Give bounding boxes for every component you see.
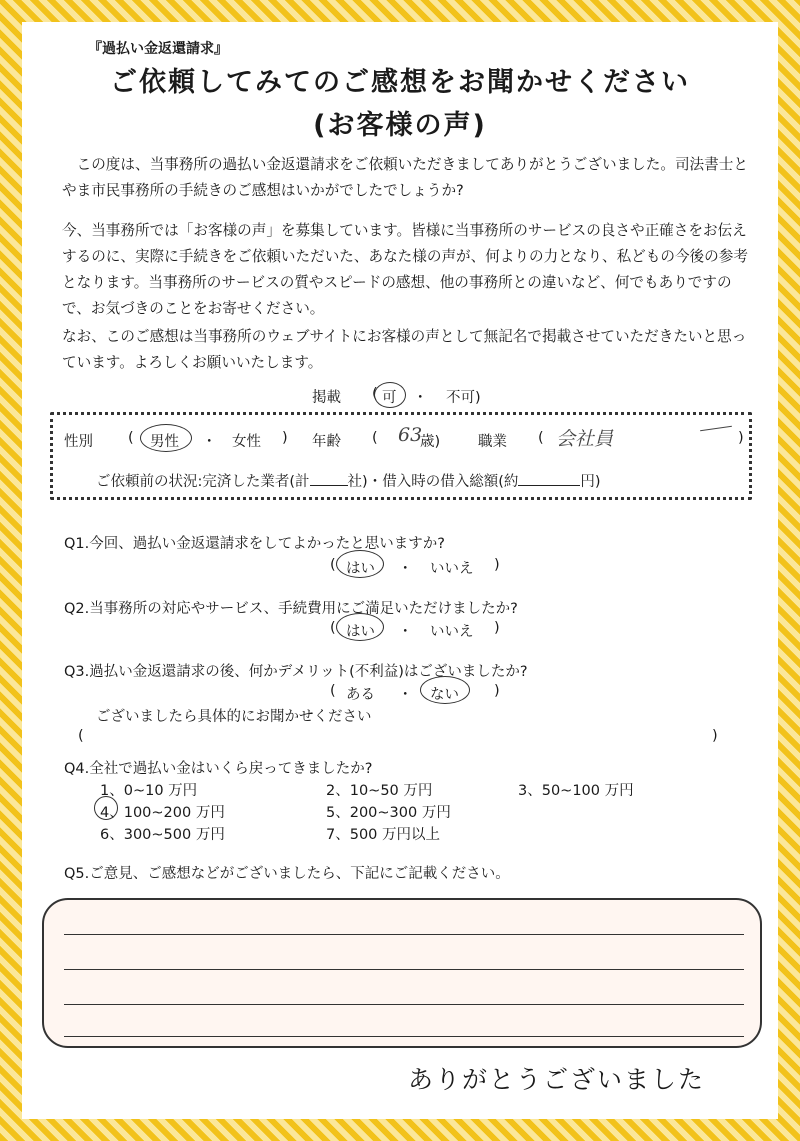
- intro-paragraph-1: この度は、当事務所の過払い金返還請求をご依頼いただきましてありがとうございました。司法書士とやま市民事務所の手続きのご感想はいかがでしたでしょうか?: [62, 156, 748, 199]
- q2-close-paren: ): [494, 620, 500, 636]
- q3-question: Q3.過払い金返還請求の後、何かデメリット(不利益)はございましたか?: [64, 664, 528, 680]
- age-open-paren: (: [372, 430, 378, 446]
- page-title: ご依頼してみてのご感想をお聞かせください: [110, 67, 690, 98]
- gender-label: 性別: [64, 434, 93, 450]
- small-title: 『過払い金返還請求』: [88, 41, 228, 57]
- job-value[interactable]: 会社員: [556, 428, 614, 450]
- comment-line: [64, 969, 744, 970]
- q4-question: Q4.全社で過払い金はいくら戻ってきましたか?: [64, 761, 373, 777]
- q1-close-paren: ): [494, 557, 500, 573]
- q5-question: Q5.ご意見、ご感想などがございましたら、下記にご記載ください。: [64, 866, 510, 882]
- selection-circle: [374, 382, 406, 408]
- status-suffix: 円): [580, 474, 601, 490]
- age-label: 年齢: [312, 434, 341, 450]
- publish-no-option[interactable]: 不可): [446, 390, 481, 406]
- job-close-paren: ): [738, 430, 744, 446]
- status-prefix: ご依頼前の状況:完済した業者(計: [96, 474, 310, 490]
- gender-male-option[interactable]: 男性: [150, 434, 179, 450]
- q3-close-paren: ): [494, 683, 500, 699]
- q4-option-7[interactable]: 7、500 万円以上: [326, 827, 441, 843]
- q3-detail-open-paren: (: [78, 728, 84, 744]
- status-mid: 社)・借入時の借入総額(約: [347, 474, 519, 490]
- selection-circle: [336, 613, 384, 641]
- publish-yes-option[interactable]: 可: [382, 390, 397, 406]
- intro-paragraph-3: なお、このご感想は当事務所のウェブサイトにお客様の声として無記名で掲載させていただきたいと思っています。よろしくお願いいたします。: [62, 328, 747, 371]
- selection-circle: [420, 676, 470, 704]
- q4-option-4[interactable]: 4、100~200 万円: [100, 805, 225, 821]
- publish-separator: ・: [413, 390, 428, 406]
- q1-question: Q1.今回、過払い金返還請求をしてよかったと思いますか?: [64, 536, 445, 552]
- comment-line: [64, 934, 744, 935]
- q4-option-3[interactable]: 3、50~100 万円: [518, 783, 634, 799]
- q1-no-option[interactable]: いいえ: [430, 561, 474, 577]
- publish-label: 掲載: [312, 390, 341, 406]
- gender-open-paren: (: [128, 430, 134, 446]
- q3-no-option[interactable]: ない: [430, 687, 459, 703]
- q1-yes-option[interactable]: はい: [346, 561, 375, 577]
- page-subtitle: (お客様の声): [313, 110, 487, 141]
- selection-circle: [336, 550, 384, 578]
- q3-open-paren: (: [330, 683, 336, 699]
- age-value[interactable]: 63: [398, 424, 423, 446]
- q2-separator: ・: [398, 624, 413, 640]
- thank-you-text: ありがとうございました: [408, 1065, 706, 1094]
- comment-box[interactable]: [42, 898, 762, 1048]
- q3-detail-close-paren: ): [712, 728, 718, 744]
- prior-status-line: [96, 470, 601, 491]
- age-unit: 歳): [420, 434, 441, 450]
- comment-line: [64, 1004, 744, 1005]
- selection-circle: [140, 424, 192, 452]
- q1-separator: ・: [398, 561, 413, 577]
- job-open-paren: (: [538, 430, 544, 446]
- q2-open-paren: (: [330, 620, 336, 636]
- intro-paragraph-2: 今、当事務所では「お客様の声」を募集しています。皆様に当事務所のサービスの良さや正確さをお伝えするのに、実際に手続きをご依頼いただいた、あなた様の声が、何よりの力となり、私どもの今後の参考となります。当事務所のサービスの質やスピードの感想、他の事務所との違いなど、何でもありですので、お気づきのことをお寄せください。: [62, 222, 748, 317]
- q3-detail-prompt: ございましたら具体的にお聞かせください: [96, 709, 372, 725]
- gender-female-option[interactable]: 女性: [232, 434, 261, 450]
- borrowed-amount-blank[interactable]: [518, 473, 580, 486]
- q4-option-6[interactable]: 6、300~500 万円: [100, 827, 225, 843]
- comment-line: [64, 1036, 744, 1037]
- q3-detail-field[interactable]: [96, 722, 706, 750]
- q2-no-option[interactable]: いいえ: [430, 624, 474, 640]
- q2-question: Q2.当事務所の対応やサービス、手続費用にご満足いただけましたか?: [64, 601, 518, 617]
- gender-separator: ・: [202, 434, 217, 450]
- q4-option-1[interactable]: 1、0~10 万円: [100, 783, 198, 799]
- creditor-count-blank[interactable]: [310, 473, 348, 486]
- selection-circle: [94, 796, 118, 820]
- gender-close-paren: ): [282, 430, 288, 446]
- q1-open-paren: (: [330, 557, 336, 573]
- q3-yes-option[interactable]: ある: [346, 687, 375, 703]
- job-label: 職業: [478, 434, 507, 450]
- publish-open-paren: (: [372, 386, 378, 402]
- q3-separator: ・: [398, 687, 413, 703]
- q2-yes-option[interactable]: はい: [346, 624, 375, 640]
- q4-option-5[interactable]: 5、200~300 万円: [326, 805, 451, 821]
- q4-option-2[interactable]: 2、10~50 万円: [326, 783, 433, 799]
